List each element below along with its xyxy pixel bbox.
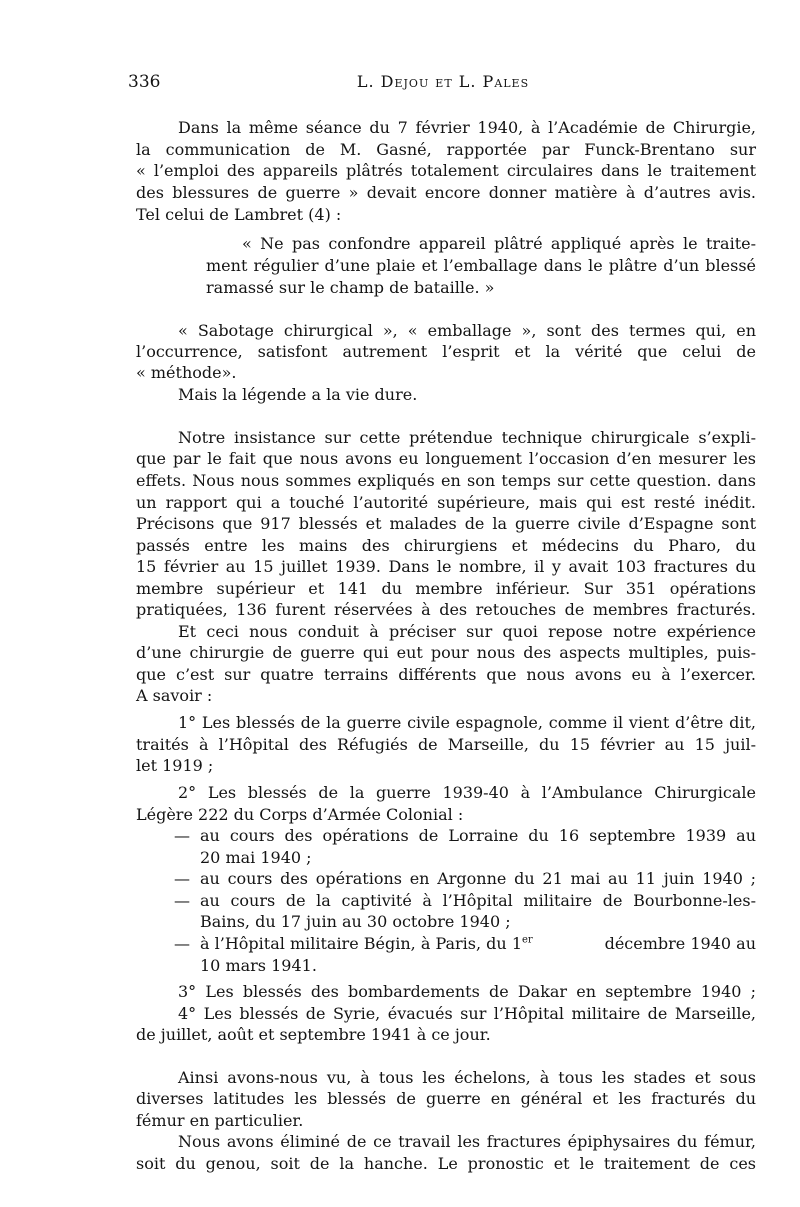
text-line: que par le fait que nous avons eu longuement l’occasion d’en mesurer les xyxy=(136,449,756,468)
list-item-line: let 1919 ; xyxy=(136,756,214,775)
sub-item-line: au cours des opérations de Lorraine du 16 septembre 1939 au xyxy=(200,826,756,845)
text-line: soit du genou, soit de la hanche. Le pronostic et le traitement de ces xyxy=(136,1154,756,1173)
text-line: la communication de M. Gasné, rapportée par Funck-Brentano sur xyxy=(136,140,756,159)
text-line: « Sabotage chirurgical », « emballage », sont des termes qui, en xyxy=(178,321,756,340)
list-item-line: 3° Les blessés des bombardements de Dakar en septembre 1940 ; xyxy=(178,982,756,1001)
list-item-line: 1° Les blessés de la guerre civile espagnole, comme il vient d’être dit, xyxy=(178,713,756,732)
text-line: Mais la légende a la vie dure. xyxy=(178,385,418,404)
text-line: Nous avons éliminé de ce travail les fractures épiphysaires du fémur, xyxy=(178,1132,756,1151)
text-line: un rapport qui a touché l’autorité supérieure, mais qui est resté inédit. xyxy=(136,493,756,512)
sub-item-line: au cours de la captivité à l’Hôpital militaire de Bourbonne-les- xyxy=(200,891,756,910)
text-line: que c’est sur quatre terrains différents que nous avons eu à l’exercer. xyxy=(136,665,756,684)
running-head: L. Dejou et L. Pales xyxy=(356,72,530,91)
text-line: A savoir : xyxy=(136,686,213,705)
text-line: Dans la même séance du 7 février 1940, à l’Académie de Chirurgie, xyxy=(178,118,756,137)
list-item-line: Légère 222 du Corps d’Armée Colonial : xyxy=(136,805,464,824)
text-line: « l’emploi des appareils plâtrés totalement circulaires dans le traitement xyxy=(136,161,756,180)
quote-line: ment régulier d’une plaie et l’emballage dans le plâtre d’un blessé xyxy=(206,256,756,275)
sub-item-text: décembre 1940 au xyxy=(604,934,756,953)
text-line: passés entre les mains des chirurgiens et médecins du Pharo, du xyxy=(136,536,756,555)
text-line: diverses latitudes les blessés de guerre en général et les fracturés du xyxy=(136,1089,756,1108)
sub-item-text: à l’Hôpital militaire Bégin, à Paris, du 1er xyxy=(200,934,533,953)
page-header xyxy=(128,72,758,96)
text-line: membre supérieur et 141 du membre inférieur. Sur 351 opérations xyxy=(136,579,756,598)
quote-line: ramassé sur le champ de bataille. » xyxy=(206,278,495,297)
text-line: pratiquées, 136 furent réservées à des retouches de membres fracturés. xyxy=(136,600,756,619)
text-line: « méthode». xyxy=(136,363,237,382)
list-item-line: 4° Les blessés de Syrie, évacués sur l’Hôpital militaire de Marseille, xyxy=(178,1004,756,1023)
list-item-line: de juillet, août et septembre 1941 à ce jour. xyxy=(136,1025,491,1044)
sub-item-line: Bains, du 17 juin au 30 octobre 1940 ; xyxy=(200,912,511,931)
page-number: 336 xyxy=(128,72,161,92)
text-line: Tel celui de Lambret (4) : xyxy=(136,205,342,224)
list-item-line: traités à l’Hôpital des Réfugiés de Marseille, du 15 février au 15 juil- xyxy=(136,735,756,754)
text-line: Et ceci nous conduit à préciser sur quoi repose notre expérience xyxy=(178,622,756,641)
dash-mark: — xyxy=(174,869,190,888)
sub-item-line xyxy=(200,934,756,954)
dash-mark: — xyxy=(174,826,190,845)
text-line: Précisons que 917 blessés et malades de la guerre civile d’Espagne sont xyxy=(136,514,756,533)
text-line: l’occurrence, satisfont autrement l’esprit et la vérité que celui de xyxy=(136,342,756,361)
quote-line: « Ne pas confondre appareil plâtré appliqué après le traite- xyxy=(242,234,756,253)
sub-item-line: 10 mars 1941. xyxy=(200,956,317,975)
text-line: 15 février au 15 juillet 1939. Dans le nombre, il y avait 103 fractures du xyxy=(136,557,756,576)
text-line: Ainsi avons-nous vu, à tous les échelons, à tous les stades et sous xyxy=(178,1068,756,1087)
text-line: d’une chirurgie de guerre qui eut pour nous des aspects multiples, puis- xyxy=(136,643,756,662)
sub-item-line: au cours des opérations en Argonne du 21 mai au 11 juin 1940 ; xyxy=(200,869,756,888)
text-line: effets. Nous nous sommes expliqués en son temps sur cette question. dans xyxy=(136,471,756,490)
list-item-line: 2° Les blessés de la guerre 1939-40 à l’Ambulance Chirurgicale xyxy=(178,783,756,802)
dash-mark: — xyxy=(174,934,190,953)
text-line: fémur en particulier. xyxy=(136,1111,304,1130)
sub-item-line: 20 mai 1940 ; xyxy=(200,848,312,867)
dash-mark: — xyxy=(174,891,190,910)
text-line: des blessures de guerre » devait encore donner matière à d’autres avis. xyxy=(136,183,756,202)
text-line: Notre insistance sur cette prétendue technique chirurgicale s’expli- xyxy=(178,428,756,447)
